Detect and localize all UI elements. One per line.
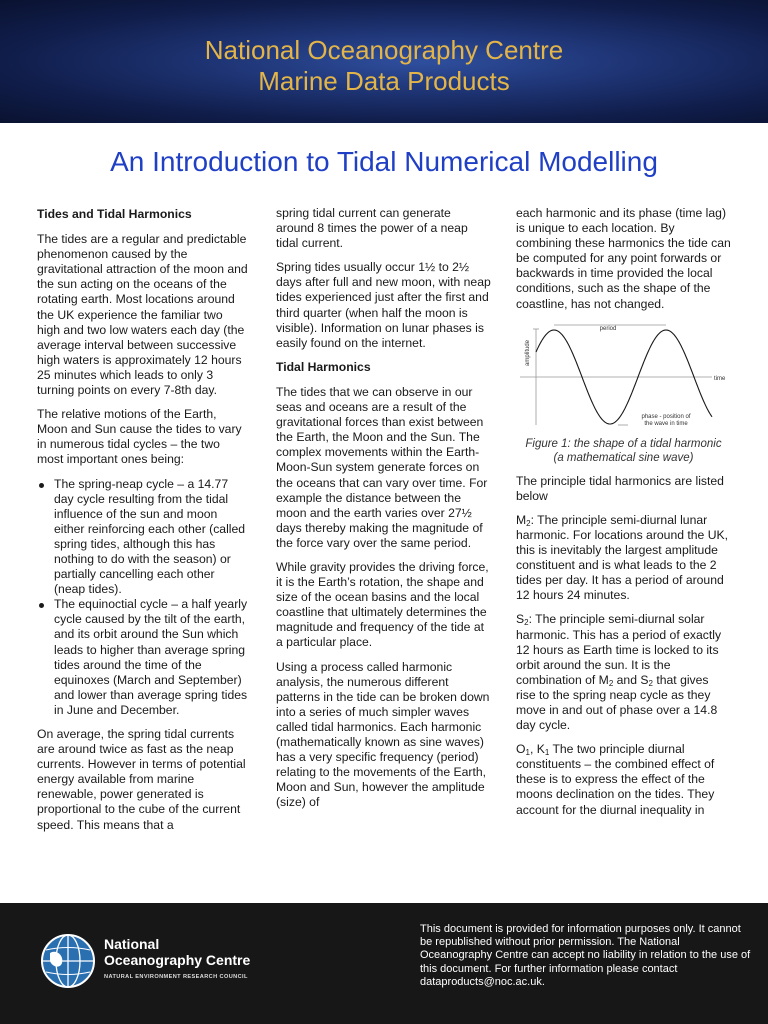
phase-label-1: phase - position of: [641, 413, 691, 420]
org-parent-name: NATURAL ENVIRONMENT RESEARCH COUNCIL: [104, 974, 248, 980]
section-heading-harmonics: Tidal Harmonics: [276, 359, 371, 374]
paragraph: While gravity provides the driving force, it is the Earth’s rotation, the shape and size of the ocean basins and the local coastline that ultimately determines the magnitude and frequency of the tide at a particular place.: [276, 559, 489, 650]
paragraph: Spring tides usually occur 1½ to 2½ days after full and new moon, with neap tides experienced just after the first and third quarter (when half the moon is visible). Information on lunar phases is easily found on the internet.: [276, 260, 491, 350]
subscript: 2: [526, 518, 531, 528]
bullet-icon: [39, 483, 44, 488]
harmonic-text: : The principle semi-diurnal solar harmonic. This has a period of exactly 12 hours as Earth time is locked to its orbit around the sun. It is the combination of: [516, 612, 722, 687]
paragraph: The tides are a regular and predictable phenomenon caused by the gravitational attraction of the moon and the sun acting on the oceans of the rotating earth. Most locations around the UK experience the familiar two high and two low waters each day (the average interval between successive high waters is approximately 12 hours 25 minutes which leads to only 3 turning points on every 7-8th day.: [37, 232, 248, 398]
paragraph: The principle tidal harmonics are listed below: [516, 473, 724, 503]
paragraph: each harmonic and its phase (time lag) is unique to each location. By combining these harmonics the tide can be computed for any point forwards or backwards in time provided the local conditions, such as the shape of the coastline, has not changed.: [516, 206, 731, 311]
header-line-2: Marine Data Products: [258, 66, 510, 96]
paragraph: The tides that we can observe in our seas and oceans are a result of the gravitational forces than exist between the Earth, the Moon and the Sun. The complex movements within the Earth-Moon-Sun system generate forces on the oceans that can vary over time. For example the distance between the moon and the earth varies over 27½ days thereby making the magnitude of the force vary over the same period.: [276, 384, 488, 550]
harmonic-text: The two principle diurnal constituents – the combined effect of these is to express the effect of the moons declination on the tides. They account for the diurnal inequality in: [516, 742, 715, 817]
column-2: [276, 206, 491, 819]
paragraph: Using a process called harmonic analysis, the numerous different patterns in the tide can be broken down into a series of much simpler waves called tidal harmonics. Each harmonic (mathematically known as sine waves) has a very specific frequency (period) relating to the movements of the Earth, Moon and Sun, however the amplitude (size) of: [276, 659, 490, 810]
subscript: 2: [648, 678, 653, 688]
harmonic-o1-k1: [516, 742, 731, 817]
harmonic-s2: [516, 612, 731, 733]
symbol: M: [516, 512, 527, 527]
period-label: period: [599, 325, 617, 332]
bullet-icon: [39, 603, 44, 608]
header-banner: [0, 0, 768, 123]
header-line-1: National Oceanography Centre: [204, 35, 564, 65]
harmonic-m2: [516, 513, 731, 604]
symbol: S: [516, 612, 525, 627]
time-label: time: [714, 375, 726, 382]
symbol: S: [640, 672, 649, 687]
phase-label-2: the wave in time: [644, 420, 688, 427]
amplitude-label: amplitude: [525, 339, 531, 366]
symbol: M: [598, 672, 609, 687]
caption-line-2: (a mathematical sine wave): [553, 451, 694, 464]
bullet-text: The spring-neap cycle – a 14.77 day cycle resulting from the tidal influence of the sun and moon either reinforcing each other (called spring tides, although this has nothing to do with the season) or partially cancelling each other (neap tides).: [54, 476, 246, 597]
subscript: 2: [608, 678, 614, 688]
document-title: An Introduction to Tidal Numerical Modelling: [110, 146, 658, 177]
org-name-line-2: Oceanography Centre: [104, 952, 251, 968]
globe-logo-icon: [40, 933, 96, 989]
subscript: 1: [544, 748, 550, 758]
symbol: O: [516, 742, 526, 757]
subscript: 1: [525, 748, 530, 758]
footer: [0, 903, 768, 1024]
sine-wave-figure: [516, 321, 731, 433]
harmonic-text: : The principle semi-diurnal lunar harmonic. For locations around the UK, this is inevitably the largest amplitude constituent and is what leads to the 2 tides per day. It has a period of around 12 hours 24 minutes.: [516, 512, 729, 603]
harmonic-text: and: [613, 672, 641, 687]
paragraph: On average, the spring tidal currents are around twice as fast as the neap currents. However in terms of potential energy available from marine renewable, power generated is proportional to the cube of the current speed. This means that a: [37, 727, 246, 832]
figure-caption: [516, 437, 731, 465]
org-name-line-1: National: [104, 936, 160, 952]
bullet-item: [37, 477, 249, 598]
paragraph: spring tidal current can generate around 8 times the power of a neap tidal current.: [276, 206, 468, 251]
symbol: , K: [529, 742, 545, 757]
subscript: 2: [524, 618, 529, 628]
column-1: [37, 206, 249, 842]
caption-line-1: Figure 1: the shape of a tidal harmonic: [525, 437, 722, 450]
harmonic-text: that gives rise to the spring neap cycle as they move in and out of phase over a 14.8 day cycle.: [516, 672, 718, 733]
bullet-item: [37, 597, 249, 718]
paragraph: The relative motions of the Earth, Moon and Sun cause the tides to vary in numerous tidal cycles – the two most important ones being:: [37, 407, 242, 467]
disclaimer-text: This document is provided for information purposes only. It cannot be republished without prior permission. The National Oceanography Centre can accept no liability in relation to the use of this document. For further information please contact dataproducts@noc.ac.uk.: [420, 923, 751, 988]
section-heading-tides: Tides and Tidal Harmonics: [37, 207, 192, 221]
bullet-text: The equinoctial cycle – a half yearly cycle caused by the tilt of the earth, and its orbit around the Sun which leads to higher than average spring tides around the time of the equinoxes (March and September) and lower than average spring tides in June and December.: [54, 597, 248, 717]
column-3: [516, 206, 731, 827]
